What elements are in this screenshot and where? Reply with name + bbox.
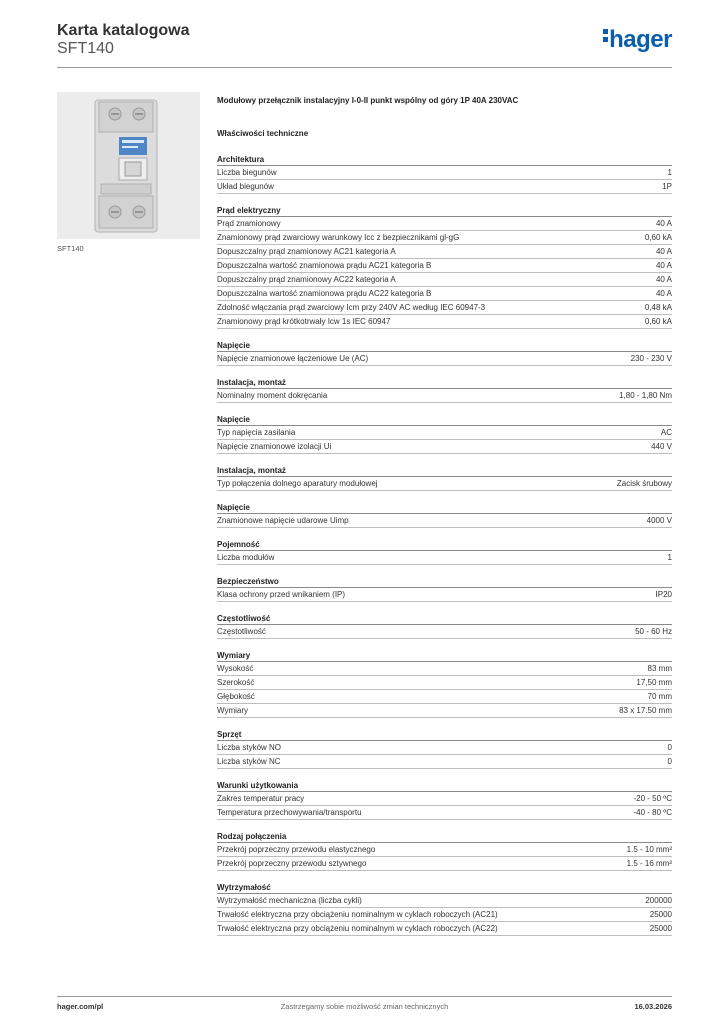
spec-row [217,625,672,639]
spec-section [217,781,672,820]
spec-value: 1.5 - 10 mm² [626,845,672,854]
footer-date: 16.03.2026 [634,1002,672,1011]
spec-section-title: Wymiary [217,651,672,662]
spec-section-title: Rodzaj połączenia [217,832,672,843]
spec-row [217,273,672,287]
spec-value: 70 mm [647,692,672,701]
spec-label: Liczba biegunów [217,168,277,177]
spec-label: Wymiary [217,706,249,715]
spec-label: Głębokość [217,692,255,701]
page-header [57,22,672,68]
spec-section [217,155,672,194]
footer-website: hager.com/pl [57,1002,104,1011]
spec-value: 200000 [645,896,672,905]
spec-label: Liczba styków NO [217,743,282,752]
spec-row [217,843,672,857]
spec-row [217,301,672,315]
product-code: SFT140 [57,40,114,57]
document-title: Karta katalogowa [57,22,190,39]
spec-value: 50 - 60 Hz [635,627,672,636]
spec-value: Zacisk śrubowy [616,479,672,488]
spec-label: Trwałość elektryczna przy obciążeniu nominalnym w cyklach roboczych (AC21) [217,910,498,919]
spec-section-title: Częstotliwość [217,614,672,625]
spec-value: 0,60 kA [644,233,672,242]
spec-value: 0 [667,757,672,766]
spec-section [217,415,672,454]
spec-value: AC [660,428,672,437]
spec-row [217,662,672,676]
spec-value: 1.5 - 16 mm² [626,859,672,868]
spec-section [217,614,672,639]
spec-value: 1,80 - 1,80 Nm [619,391,672,400]
spec-label: Wysokość [217,664,254,673]
specification-content [217,96,672,948]
spec-value: -40 - 80 ºC [633,808,672,817]
spec-row [217,806,672,820]
spec-label: Dopuszczalna wartość znamionowa prądu AC22 kategoria B [217,289,432,298]
spec-section [217,730,672,769]
spec-value: 25000 [649,910,672,919]
spec-section [217,341,672,366]
spec-label: Dopuszczalny prąd znamionowy AC22 kategoria A [217,275,396,284]
spec-label: Przekrój poprzeczny przewodu sztywnego [217,859,367,868]
spec-label: Typ połączenia dolnego aparatury modułowej [217,479,378,488]
spec-value: 40 A [655,247,672,256]
spec-row [217,704,672,718]
spec-value: 40 A [655,275,672,284]
spec-row [217,389,672,403]
technical-properties-title: Właściwości techniczne [217,129,309,138]
spec-row [217,894,672,908]
spec-section-title: Sprzęt [217,730,672,741]
spec-row [217,245,672,259]
spec-row [217,922,672,936]
spec-section [217,466,672,491]
spec-label: Częstotliwość [217,627,266,636]
spec-label: Prąd znamionowy [217,219,281,228]
spec-label: Liczba modułów [217,553,275,562]
spec-label: Dopuszczalny prąd znamionowy AC21 kategoria A [217,247,396,256]
spec-section [217,378,672,403]
spec-section-title: Architektura [217,155,672,166]
spec-value: 40 A [655,219,672,228]
spec-value: 1P [662,182,672,191]
spec-row [217,857,672,871]
spec-value: 17,50 mm [636,678,672,687]
spec-section-title: Instalacja, montaż [217,378,672,389]
spec-value: 83 mm [647,664,672,673]
spec-label: Znamionowy prąd zwarciowy warunkowy Icc z bezpiecznikami gl-gG [217,233,460,242]
spec-sections [217,155,672,936]
spec-row [217,180,672,194]
hager-logo [603,26,672,54]
spec-row [217,166,672,180]
spec-row [217,287,672,301]
spec-value: 4000 V [646,516,672,525]
spec-row [217,259,672,273]
spec-value: 0 [667,743,672,752]
spec-row [217,352,672,366]
spec-label: Znamionowe napięcie udarowe Uimp [217,516,349,525]
spec-value: 25000 [649,924,672,933]
spec-label: Typ napięcia zasilania [217,428,296,437]
product-image-caption: SFT140 [57,244,84,253]
spec-label: Napięcie znamionowe izolacji Ui [217,442,332,451]
spec-value: 0,48 kA [644,303,672,312]
spec-row [217,477,672,491]
spec-row [217,231,672,245]
spec-section [217,651,672,718]
spec-section-title: Pojemność [217,540,672,551]
spec-value: 1 [667,168,672,177]
spec-value: 40 A [655,261,672,270]
spec-row [217,588,672,602]
spec-section-title: Napięcie [217,415,672,426]
spec-section [217,577,672,602]
spec-section-title: Bezpieczeństwo [217,577,672,588]
spec-value: 40 A [655,289,672,298]
spec-section-title: Wytrzymałość [217,883,672,894]
spec-label: Zdolność włączania prąd zwarciowy Icm przy 240V AC według IEC 60947-3 [217,303,486,312]
spec-value: 0,60 kA [644,317,672,326]
logo-dots-icon [603,26,608,45]
spec-row [217,315,672,329]
spec-label: Zakres temperatur pracy [217,794,305,803]
spec-row [217,514,672,528]
product-image [57,92,200,239]
spec-label: Przekrój poprzeczny przewodu elastycznego [217,845,376,854]
spec-value: 440 V [651,442,672,451]
footer-disclaimer: Zastrzegamy sobie możliwość zmian technicznych [280,1002,449,1011]
spec-row [217,551,672,565]
spec-section-title: Napięcie [217,341,672,352]
spec-label: Układ biegunów [217,182,274,191]
spec-label: Szerokość [217,678,255,687]
spec-section [217,832,672,871]
spec-row [217,676,672,690]
spec-row [217,440,672,454]
switch-device-icon [57,92,200,239]
spec-section-title: Warunki użytkowania [217,781,672,792]
spec-section [217,540,672,565]
spec-row [217,755,672,769]
spec-row [217,741,672,755]
spec-label: Nominalny moment dokręcania [217,391,328,400]
spec-label: Dopuszczalna wartość znamionowa prądu AC21 kategoria B [217,261,432,270]
spec-label: Liczba styków NC [217,757,281,766]
spec-label: Temperatura przechowywania/transportu [217,808,362,817]
spec-section [217,206,672,329]
spec-label: Klasa ochrony przed wnikaniem (IP) [217,590,346,599]
spec-value: IP20 [655,590,672,599]
logo-text: hager [609,26,672,53]
spec-value: 230 - 230 V [630,354,672,363]
spec-label: Wytrzymałość mechaniczna (liczba cykli) [217,896,362,905]
spec-section-title: Prąd elektryczny [217,206,672,217]
page-footer [57,996,672,1012]
spec-row [217,426,672,440]
spec-value: 1 [667,553,672,562]
spec-row [217,908,672,922]
spec-value: -20 - 50 ºC [633,794,672,803]
spec-section [217,883,672,936]
spec-section-title: Napięcie [217,503,672,514]
spec-row [217,690,672,704]
spec-section [217,503,672,528]
spec-label: Trwałość elektryczna przy obciążeniu nominalnym w cyklach roboczych (AC22) [217,924,498,933]
spec-row [217,792,672,806]
spec-section-title: Instalacja, montaż [217,466,672,477]
spec-value: 83 x 17.50 mm [619,706,672,715]
spec-row [217,217,672,231]
spec-label: Znamionowy prąd krótkotrwały Icw 1s IEC 60947 [217,317,391,326]
product-description: Modułowy przełącznik instalacyjny I-0-II punkt wspólny od góry 1P 40A 230VAC [217,96,519,105]
spec-label: Napięcie znamionowe łączeniowe Ue (AC) [217,354,369,363]
